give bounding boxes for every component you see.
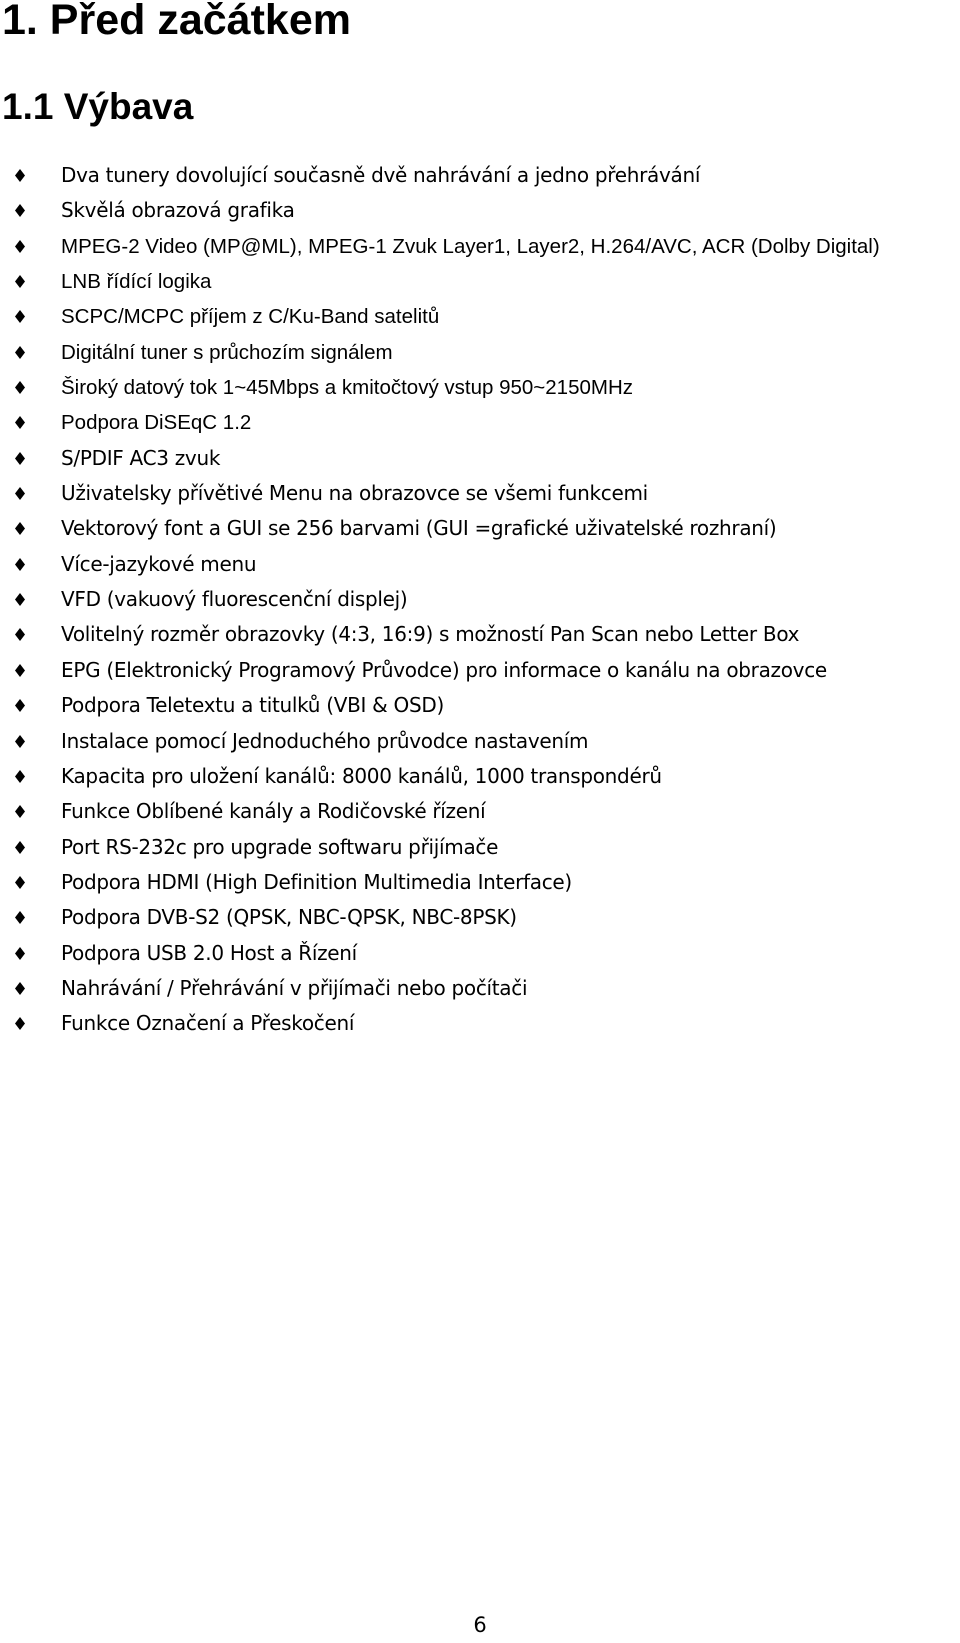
diamond-bullet-icon	[13, 511, 27, 546]
diamond-bullet-icon	[13, 865, 27, 900]
diamond-bullet-icon	[13, 193, 27, 228]
diamond-bullet-icon	[13, 582, 27, 617]
feature-item	[0, 405, 960, 440]
diamond-bullet-icon	[13, 900, 27, 935]
page-number: 6	[473, 1613, 487, 1637]
feature-text: Digitální tuner s průchozím signálem	[61, 340, 393, 364]
diamond-bullet-icon	[13, 724, 27, 759]
feature-item	[0, 830, 960, 865]
diamond-bullet-icon	[13, 299, 27, 334]
diamond-bullet-icon	[13, 476, 27, 511]
feature-text: MPEG-2 Video (MP@ML), MPEG-1 Zvuk Layer1, Layer2, H.264/AVC, ACR (Dolby Digital)	[61, 234, 880, 258]
feature-text: Vektorový font a GUI se 256 barvami (GUI =grafické uživatelské rozhraní)	[61, 516, 777, 541]
feature-text: Port RS-232c pro upgrade softwaru přijímače	[61, 834, 499, 859]
feature-text: Podpora USB 2.0 Host a Řízení	[61, 940, 357, 965]
feature-text: Volitelný rozměr obrazovky (4:3, 16:9) s možností Pan Scan nebo Letter Box	[61, 622, 800, 647]
feature-item	[0, 158, 960, 193]
feature-text: Kapacita pro uložení kanálů: 8000 kanálů, 1000 transpondérů	[61, 763, 662, 788]
diamond-bullet-icon	[13, 617, 27, 652]
diamond-bullet-icon	[13, 830, 27, 865]
diamond-bullet-icon	[13, 441, 27, 476]
diamond-bullet-icon	[13, 759, 27, 794]
feature-item	[0, 936, 960, 971]
feature-item	[0, 865, 960, 900]
feature-item	[0, 299, 960, 334]
diamond-bullet-icon	[13, 794, 27, 829]
feature-text: Uživatelsky přívětivé Menu na obrazovce se všemi funkcemi	[61, 481, 648, 506]
feature-item	[0, 370, 960, 405]
feature-text: Podpora DVB-S2 (QPSK, NBC-QPSK, NBC-8PSK)	[61, 905, 517, 930]
feature-text: Funkce Označení a Přeskočení	[61, 1011, 355, 1036]
diamond-bullet-icon	[13, 653, 27, 688]
diamond-bullet-icon	[13, 405, 27, 440]
diamond-bullet-icon	[13, 335, 27, 370]
feature-text: Více-jazykové menu	[61, 551, 257, 576]
feature-text: Široký datový tok 1~45Mbps a kmitočtový vstup 950~2150MHz	[61, 376, 634, 400]
diamond-bullet-icon	[13, 370, 27, 405]
feature-item	[0, 1006, 960, 1041]
feature-text: S/PDIF AC3 zvuk	[61, 445, 221, 470]
feature-item	[0, 547, 960, 582]
feature-item	[0, 264, 960, 299]
diamond-bullet-icon	[13, 158, 27, 193]
feature-item	[0, 476, 960, 511]
diamond-bullet-icon	[13, 229, 27, 264]
feature-item	[0, 794, 960, 829]
feature-item	[0, 193, 960, 228]
feature-text: SCPC/MCPC příjem z C/Ku-Band satelitů	[61, 305, 440, 329]
feature-text: Podpora Teletextu a titulků (VBI & OSD)	[61, 693, 444, 718]
feature-item	[0, 971, 960, 1006]
feature-item	[0, 900, 960, 935]
feature-text: VFD (vakuový fluorescenční displej)	[61, 587, 408, 612]
feature-text: Dva tunery dovolující současně dvě nahrávání a jedno přehrávání	[61, 163, 701, 187]
feature-item	[0, 688, 960, 723]
chapter-title: 1. Před začátkem	[2, 0, 351, 44]
section-title: 1.1 Výbava	[2, 86, 194, 127]
diamond-bullet-icon	[13, 264, 27, 299]
feature-list	[0, 158, 960, 1042]
feature-text: Nahrávání / Přehrávání v přijímači nebo počítači	[61, 975, 528, 1000]
feature-text: Instalace pomocí Jednoduchého průvodce nastavením	[61, 728, 589, 753]
feature-text: Funkce Oblíbené kanály a Rodičovské řízení	[61, 799, 486, 824]
feature-item	[0, 617, 960, 652]
feature-item	[0, 582, 960, 617]
diamond-bullet-icon	[13, 547, 27, 582]
feature-item	[0, 229, 960, 264]
diamond-bullet-icon	[13, 688, 27, 723]
feature-item	[0, 441, 960, 476]
feature-text: LNB řídící logika	[61, 270, 212, 294]
diamond-bullet-icon	[13, 971, 27, 1006]
feature-item	[0, 759, 960, 794]
feature-text: Podpora HDMI (High Definition Multimedia Interface)	[61, 869, 572, 894]
feature-text: Podpora DiSEqC 1.2	[61, 411, 252, 435]
diamond-bullet-icon	[13, 1006, 27, 1041]
diamond-bullet-icon	[13, 936, 27, 971]
feature-item	[0, 335, 960, 370]
feature-item	[0, 653, 960, 688]
feature-text: EPG (Elektronický Programový Průvodce) pro informace o kanálu na obrazovce	[61, 657, 827, 682]
feature-text: Skvělá obrazová grafika	[61, 198, 295, 223]
feature-item	[0, 511, 960, 546]
feature-item	[0, 724, 960, 759]
